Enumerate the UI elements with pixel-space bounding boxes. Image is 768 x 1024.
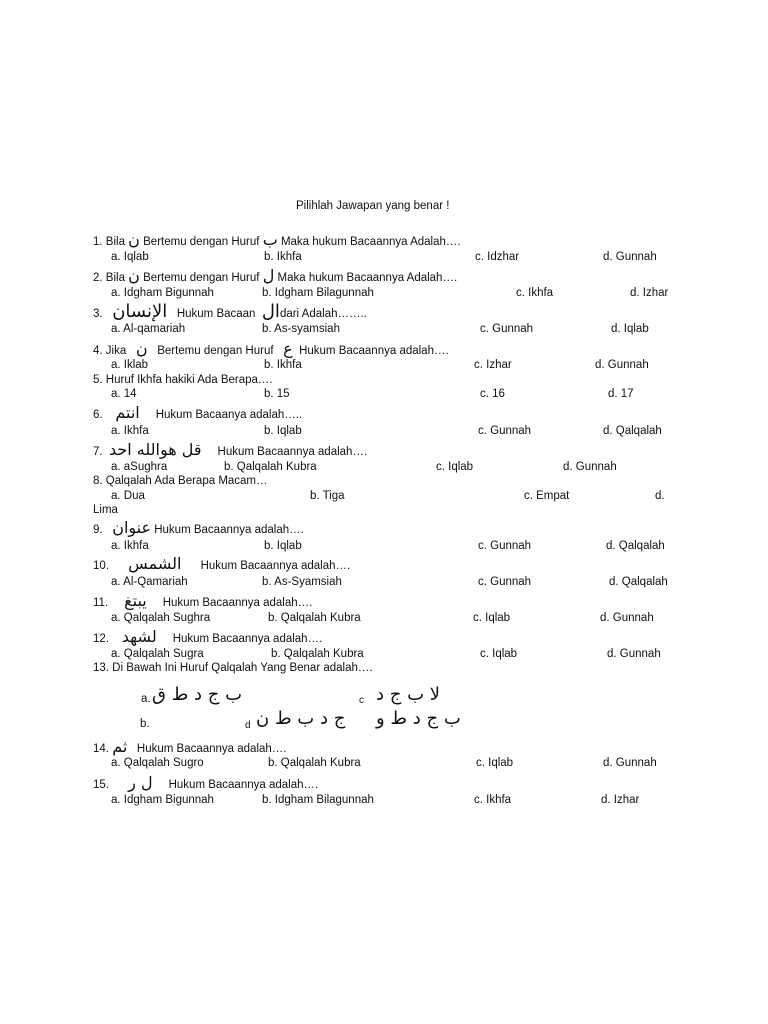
option[interactable]: a. aSughra (111, 461, 168, 473)
option[interactable]: c. Idzhar (475, 251, 520, 263)
option[interactable]: d. Gunnah (603, 251, 657, 263)
option[interactable]: c. Empat (524, 490, 570, 502)
option[interactable]: d. Qalqalah (603, 425, 662, 437)
option[interactable]: d. 17 (608, 388, 634, 400)
option[interactable]: d. Gunnah (603, 757, 657, 769)
option[interactable]: a. 14 (111, 388, 137, 400)
option[interactable]: a. Al-qamariah (111, 323, 186, 335)
question-4: 4. Jika ن Bertemu dengan Huruf ع Hukum Bacaannya adalah…. (93, 339, 449, 358)
question-15: 15. ل ر Hukum Bacaannya adalah…. (93, 773, 319, 792)
option[interactable]: a. Idgham Bigunnah (111, 287, 214, 299)
question-5: 5. Huruf Ikhfa hakiki Ada Berapa…. (93, 374, 273, 386)
question-3: 3. الإنسان Hukum Bacaan الdari Adalah…….. (93, 301, 367, 322)
question-14: 14. ثم Hukum Bacaannya adalah…. (93, 737, 287, 756)
option[interactable]: b. As-Syamsiah (262, 576, 342, 588)
option[interactable]: a. Al-Qamariah (111, 576, 188, 588)
option[interactable]: a. Idgham Bigunnah (111, 794, 214, 806)
option[interactable]: d. Gunnah (563, 461, 617, 473)
option[interactable]: b. Qalqalah Kubra (268, 757, 361, 769)
page-title: Pilihlah Jawapan yang benar ! (296, 200, 450, 212)
option[interactable]: a. Dua (111, 490, 145, 502)
option[interactable]: b. Qalqalah Kubra (224, 461, 317, 473)
option[interactable]: c. Ikhfa (516, 287, 554, 299)
option-d-label[interactable]: d (245, 720, 251, 731)
option[interactable]: d. (655, 490, 665, 502)
option-continued: Lima (93, 504, 118, 516)
option-b-letters: ب ج د ط و (376, 708, 461, 729)
option[interactable]: c. Iqlab (473, 612, 511, 624)
question-1: 1. Bila ن Bertemu dengan Huruf ب Maka hukum Bacaannya Adalah…. (93, 230, 461, 249)
option[interactable]: c. Ikhfa (474, 794, 512, 806)
question-10: 10. الشمس Hukum Bacaannya adalah…. (93, 554, 351, 573)
option[interactable]: b. Qalqalah Kubra (268, 612, 361, 624)
option-b-label[interactable]: b. (140, 718, 150, 730)
option[interactable]: b. Iqlab (264, 540, 302, 552)
option[interactable]: b. As-syamsiah (262, 323, 340, 335)
option[interactable]: d. Gunnah (607, 648, 661, 660)
option[interactable]: a. Iqlab (111, 251, 149, 263)
option[interactable]: d. Gunnah (600, 612, 654, 624)
option[interactable]: a. Ikhfa (111, 425, 149, 437)
option[interactable]: b. Ikhfa (264, 251, 302, 263)
question-7: 7. قل هوالله احد Hukum Bacaannya adalah…. (93, 440, 368, 459)
option[interactable]: d. Qalqalah (606, 540, 665, 552)
option[interactable]: c. Izhar (474, 359, 512, 371)
option[interactable]: d. Qalqalah (609, 576, 668, 588)
option-a-letters: ب ج د ط ق (152, 684, 243, 705)
option[interactable]: c. Gunnah (478, 425, 532, 437)
option-a-label[interactable]: a. (141, 693, 151, 705)
option[interactable]: d. Gunnah (595, 359, 649, 371)
option[interactable]: c. Iqlab (476, 757, 514, 769)
option[interactable]: a. Qalqalah Sugro (111, 757, 204, 769)
question-13: 13. Di Bawah Ini Huruf Qalqalah Yang Benar adalah…. (93, 662, 373, 674)
option[interactable]: b. 15 (264, 388, 290, 400)
option-c-label[interactable]: c (359, 695, 364, 706)
question-9: 9. عنوان Hukum Bacaannya adalah…. (93, 518, 304, 537)
option-c-letters: لا ب ج د (376, 684, 441, 705)
question-12: 12. لشهد Hukum Bacaannya adalah…. (93, 627, 323, 646)
question-6: 6. انتم Hukum Bacaanya adalah….. (93, 403, 303, 422)
option[interactable]: b. Idgham Bilagunnah (262, 794, 374, 806)
option[interactable]: a. Qalqalah Sughra (111, 612, 211, 624)
option[interactable]: b. Ikhfa (264, 359, 302, 371)
option[interactable]: b. Qalqalah Kubra (271, 648, 364, 660)
option[interactable]: c. Gunnah (480, 323, 534, 335)
option[interactable]: d. Izhar (601, 794, 640, 806)
option[interactable]: a. Ikhfa (111, 540, 149, 552)
option[interactable]: d. Izhar (630, 287, 669, 299)
option[interactable]: c. Gunnah (478, 576, 532, 588)
option[interactable]: c. 16 (480, 388, 505, 400)
option[interactable]: a. Iklab (111, 359, 149, 371)
option[interactable]: b. Tiga (310, 490, 345, 502)
question-8: 8. Qalqalah Ada Berapa Macam… (93, 475, 268, 487)
option[interactable]: a. Qalqalah Sugra (111, 648, 204, 660)
option[interactable]: c. Iqlab (480, 648, 518, 660)
option[interactable]: c. Iqlab (436, 461, 474, 473)
option[interactable]: c. Gunnah (478, 540, 532, 552)
option[interactable]: b. Idgham Bilagunnah (262, 287, 374, 299)
option[interactable]: d. Iqlab (611, 323, 649, 335)
option-d-letters: ج د ب ط ن (256, 708, 346, 729)
option[interactable]: b. Iqlab (264, 425, 302, 437)
question-2: 2. Bila ن Bertemu dengan Huruf ل Maka hukum Bacaannya Adalah…. (93, 266, 458, 285)
question-11: 11. يبتغ Hukum Bacaannya adalah…. (93, 591, 313, 610)
